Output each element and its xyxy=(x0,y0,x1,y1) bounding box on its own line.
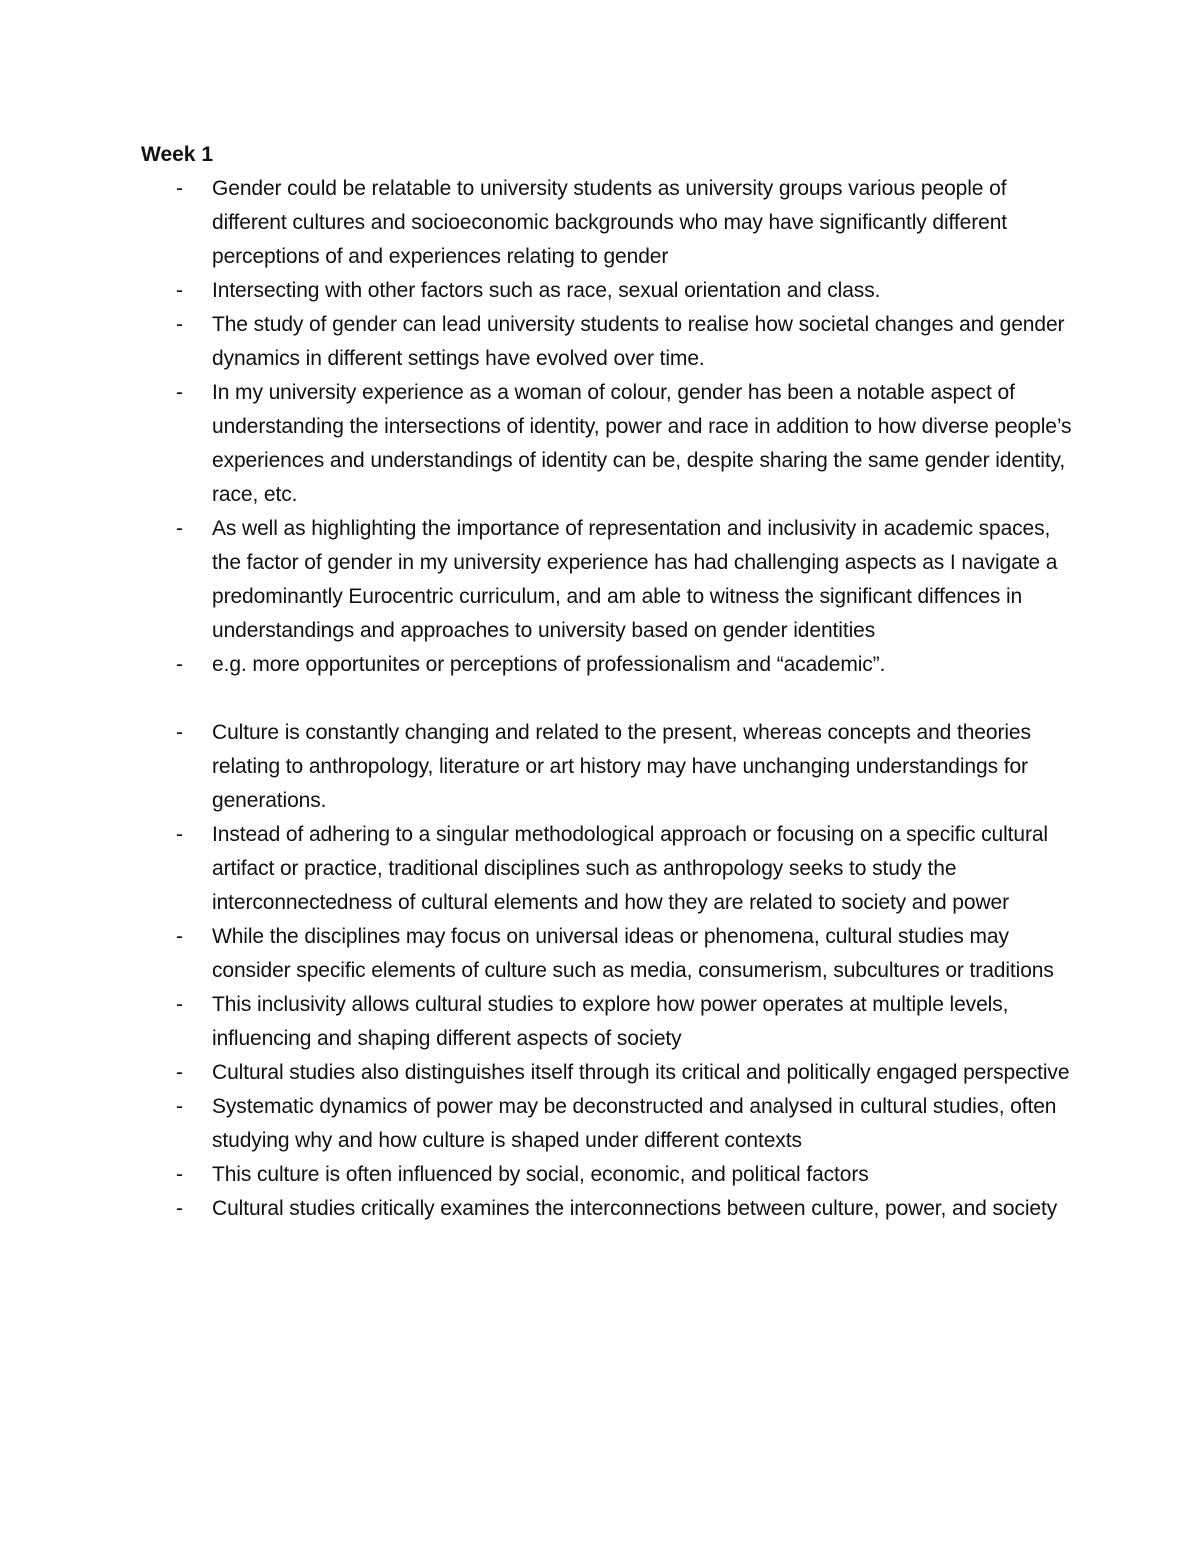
list-item-text: Gender could be relatable to university students as university groups various people of different cultures and socioeconomic backgrounds who may have significantly different perceptions of and experiences relating to gender xyxy=(212,177,1008,268)
bullet-dash: - xyxy=(176,313,183,336)
list-item-text: e.g. more opportunites or perceptions of professionalism and “academic”. xyxy=(212,653,886,676)
page-title: Week 1 xyxy=(141,143,213,166)
list-item-text: Cultural studies also distinguishes itself through its critical and politically engaged perspective xyxy=(212,1061,1070,1084)
list-item-text: While the disciplines may focus on universal ideas or phenomena, cultural studies may consider specific elements of culture such as media, consumerism, subcultures or traditions xyxy=(212,925,1054,982)
bullet-dash: - xyxy=(176,279,183,302)
bullet-dash: - xyxy=(176,517,183,540)
list-item-text: Systematic dynamics of power may be deconstructed and analysed in cultural studies, often studying why and how culture is shaped under different contexts xyxy=(212,1095,1057,1152)
list-item xyxy=(141,512,1081,648)
bullet-dash: - xyxy=(176,1061,183,1084)
list-item xyxy=(141,988,1081,1056)
list-item-text: As well as highlighting the importance of representation and inclusivity in academic spaces, the factor of gender in my university experience has had challenging aspects as I navigate a predominantly Eurocentric curriculum, and am able to witness the significant diffences in understandings and approaches to university based on gender identities xyxy=(212,517,1058,642)
bullet-dash: - xyxy=(176,721,183,744)
list-item xyxy=(141,172,1081,274)
list-item xyxy=(141,920,1081,988)
list-item-text: This inclusivity allows cultural studies to explore how power operates at multiple levels, influencing and shaping different aspects of society xyxy=(212,993,1009,1050)
notes-list-gender xyxy=(141,172,1081,682)
list-item xyxy=(141,648,1081,682)
list-item-text: Instead of adhering to a singular methodological approach or focusing on a specific cultural artifact or practice, traditional disciplines such as anthropology seeks to study the interconnectedness of cultural elements and how they are related to society and power xyxy=(212,823,1048,914)
list-item xyxy=(141,1090,1081,1158)
list-item xyxy=(141,716,1081,818)
list-item xyxy=(141,818,1081,920)
list-item xyxy=(141,274,1081,308)
list-item-text: This culture is often influenced by social, economic, and political factors xyxy=(212,1163,869,1186)
list-item-text: Culture is constantly changing and related to the present, whereas concepts and theories relating to anthropology, literature or art history may have unchanging understandings for generations. xyxy=(212,721,1031,812)
bullet-dash: - xyxy=(176,177,183,200)
document-page xyxy=(141,138,1081,1226)
list-item xyxy=(141,376,1081,512)
bullet-dash: - xyxy=(176,1163,183,1186)
list-item xyxy=(141,1192,1081,1226)
bullet-dash: - xyxy=(176,823,183,846)
bullet-dash: - xyxy=(176,381,183,404)
bullet-dash: - xyxy=(176,653,183,676)
list-item xyxy=(141,1158,1081,1192)
list-item-text: The study of gender can lead university students to realise how societal changes and gender dynamics in different settings have evolved over time. xyxy=(212,313,1065,370)
list-item-text: In my university experience as a woman of colour, gender has been a notable aspect of understanding the intersections of identity, power and race in addition to how diverse people’s experiences and understandings of identity can be, despite sharing the same gender identity, race, etc. xyxy=(212,381,1072,506)
bullet-dash: - xyxy=(176,993,183,1016)
notes-list-cultural-studies xyxy=(141,716,1081,1226)
paragraph-gap xyxy=(141,682,1081,716)
bullet-dash: - xyxy=(176,1095,183,1118)
list-item-text: Cultural studies critically examines the interconnections between culture, power, and society xyxy=(212,1197,1058,1220)
list-item xyxy=(141,1056,1081,1090)
list-item xyxy=(141,308,1081,376)
list-item-text: Intersecting with other factors such as race, sexual orientation and class. xyxy=(212,279,881,302)
bullet-dash: - xyxy=(176,925,183,948)
bullet-dash: - xyxy=(176,1197,183,1220)
